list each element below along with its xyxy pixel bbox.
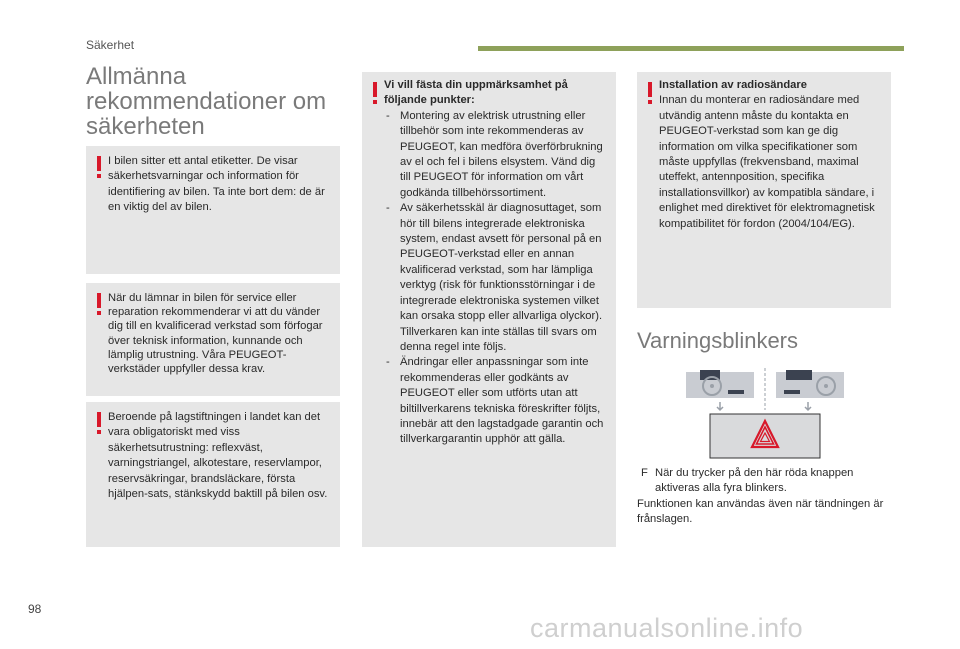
dashboard-left-icon <box>686 370 754 410</box>
dashboard-right-icon <box>776 370 844 410</box>
service-warning-box <box>86 283 340 396</box>
hazard-section-title: Varningsblinkers <box>637 328 799 353</box>
attention-list <box>384 109 606 448</box>
bullet-mark: F <box>641 467 648 479</box>
title-line-2: rekommendationer om <box>86 88 327 115</box>
labels-warning-text: I bilen sitter ett antal etiketter. De visar säkerhetsvarningar och information för identifiering av bilen. Ta inte bort dem: de är en viktig del av bilen. <box>108 155 325 214</box>
watermark: carmanualsonline.info <box>530 613 804 643</box>
page-number: 98 <box>28 602 42 616</box>
service-warning-text: När du lämnar in bilen för service eller reparation rekommenderar vi att du vänder dig till en kvalificerad verkstad som förfogar över teknisk information, kunnande och lämplig utrustning. Våra PEUGEOT-verkstäder uppfyller dessa krav. <box>108 292 323 376</box>
hazard-note: Funktionen kan användas även när tändningen är frånslagen. <box>637 497 884 526</box>
hazard-bullet-text: När du trycker på den här röda knappen aktiveras alla fyra blinkers. <box>655 467 854 495</box>
hazard-button-illustration <box>680 364 850 464</box>
section-header-bar <box>478 46 904 51</box>
hazard-description <box>637 466 897 528</box>
title-line-3: säkerheten <box>86 113 205 140</box>
section-label: Säkerhet <box>86 38 135 52</box>
warning-exclamation-icon <box>647 82 653 104</box>
attention-title: Vi vill fästa din uppmärksamhet på följande punkter: <box>384 79 568 107</box>
page-title <box>86 64 346 139</box>
hazard-bullet <box>637 466 897 497</box>
list-item: - Montering av elektrisk utrustning eller tillbehör som inte rekommenderas av PEUGEOT, kan medföra överförbrukning av el och fel i bilens elsystem. Vänd dig till PEUGEOT för information om vårt godkända tillbehörssortiment. <box>384 109 606 201</box>
list-item: - Av säkerhetsskäl är diagnosuttaget, som hör till bilens integrerade elektroniska system, endast avsett för personal på en PEUGEOT-verkstad eller en annan kvalificerad verkstad, som har lämpliga verktyg (risk för funktionsstörningar i de integrerade elektroniska systemen vilket kan orsaka stopp eller allvarliga olyckor). Tillverkaren kan inte ställas till svars om denna regel inte följs. <box>384 201 606 355</box>
attention-warning-box <box>362 72 616 547</box>
list-item: - Ändringar eller anpassningar som inte rekommenderas eller godkänts av PEUGEOT eller som utförts utan att biltillverkarens tekniska föreskrifter följts, innebär att den lagstadgade garantin och tillverkargarantin upphör att gälla. <box>384 355 606 447</box>
warning-exclamation-icon <box>96 412 102 434</box>
labels-warning-box <box>86 146 340 274</box>
warning-exclamation-icon <box>96 293 102 315</box>
equipment-warning-box <box>86 402 340 547</box>
warning-exclamation-icon <box>372 82 378 104</box>
radio-transmitter-title: Installation av radiosändare <box>659 79 807 91</box>
equipment-warning-text: Beroende på lagstiftningen i landet kan det vara obligatoriskt med viss säkerhetsutrustning: reflexväst, varningstriangel, alkotestare, reservlampor, reservsäkringar, brandsläckare, första hjälpen-sats, stänkskydd baktill på bilen osv. <box>108 411 328 501</box>
warning-exclamation-icon <box>96 156 102 178</box>
radio-transmitter-text: Innan du monterar en radiosändare med utvändig antenn måste du kontakta en PEUGEOT-verkstad som kan ge dig information om vilka specifikationer som måste uppfyllas (frekvensband, maximal uteffekt, antennposition, specifika installationsvillkor) av kompatibla sändare, i enlighet med direktivet för elektromagnetisk kompatibilitet för fordon (2004/104/EG). <box>659 94 875 230</box>
title-line-1: Allmänna <box>86 63 187 90</box>
radio-transmitter-box <box>637 72 891 308</box>
